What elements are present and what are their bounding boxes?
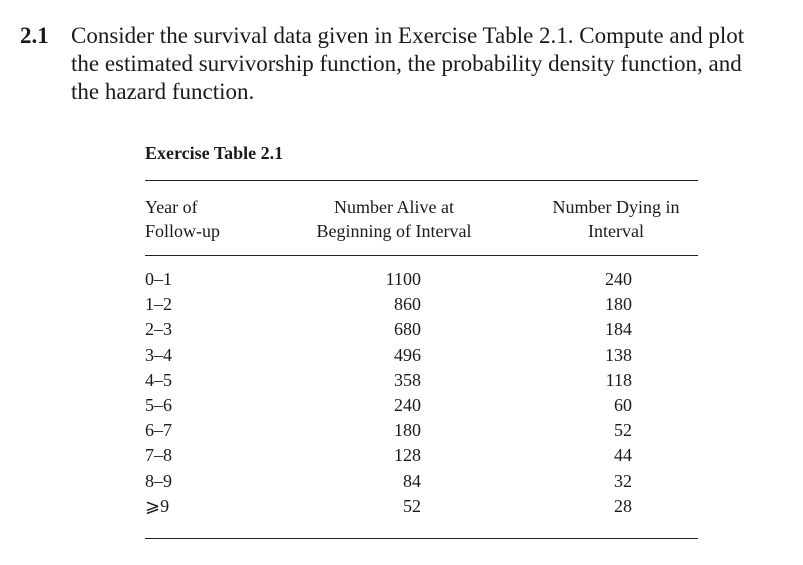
header-alive-line: Number Alive at — [334, 197, 454, 217]
cell-year: 7–8 — [145, 445, 172, 466]
exercise-number: 2.1 — [20, 23, 49, 48]
table-row — [145, 418, 698, 443]
header-dying — [534, 195, 698, 243]
table-row — [145, 343, 698, 368]
cell-year: 1–2 — [145, 294, 172, 315]
cell-alive: 84 — [403, 470, 421, 491]
table-top-rule — [145, 180, 698, 181]
table-row — [145, 368, 698, 393]
table-row — [145, 443, 698, 468]
cell-alive: 1100 — [385, 269, 421, 289]
header-alive — [296, 195, 492, 243]
cell-dying: 118 — [605, 369, 632, 390]
cell-dying: 44 — [614, 445, 632, 466]
cell-alive: 860 — [394, 294, 421, 315]
cell-alive: 52 — [403, 495, 421, 516]
table-row — [145, 469, 698, 494]
table-row — [145, 267, 698, 292]
cell-dying: 180 — [605, 294, 632, 315]
exercise-line: the estimated survivorship function, the probability density function, and — [71, 51, 742, 76]
table-row — [145, 494, 698, 519]
cell-year: 2–3 — [145, 319, 172, 340]
cell-year: 6–7 — [145, 420, 172, 441]
cell-dying: 32 — [614, 470, 632, 491]
cell-dying: 184 — [605, 319, 632, 340]
table-bottom-rule — [145, 538, 698, 539]
table-title: Exercise Table 2.1 — [145, 143, 284, 163]
cell-year: 0–1 — [145, 269, 172, 289]
cell-alive: 180 — [394, 420, 421, 441]
cell-dying: 28 — [614, 495, 632, 516]
cell-alive: 680 — [394, 319, 421, 340]
header-year — [145, 195, 220, 243]
cell-year: ⩾9 — [145, 495, 170, 516]
exercise-text — [71, 22, 791, 106]
table-row — [145, 292, 698, 317]
cell-dying: 240 — [605, 269, 632, 289]
header-alive-line: Beginning of Interval — [316, 221, 472, 241]
table-header-rule — [145, 255, 698, 256]
header-dying-line: Number Dying in — [552, 197, 680, 217]
header-year-line: Year of — [145, 197, 198, 217]
cell-alive: 128 — [394, 445, 421, 466]
cell-alive: 358 — [394, 369, 421, 390]
cell-dying: 60 — [614, 394, 632, 415]
table-row — [145, 317, 698, 342]
cell-year: 8–9 — [145, 470, 172, 491]
cell-year: 5–6 — [145, 394, 172, 415]
cell-alive: 496 — [394, 344, 421, 365]
header-year-line: Follow-up — [145, 221, 221, 241]
cell-alive: 240 — [394, 394, 421, 415]
exercise-line: Consider the survival data given in Exercise Table 2.1. Compute and plot — [71, 23, 745, 48]
cell-dying: 138 — [605, 344, 632, 365]
cell-year: 4–5 — [145, 369, 172, 390]
exercise-line: the hazard function. — [71, 79, 255, 104]
cell-dying: 52 — [614, 420, 632, 441]
header-dying-line: Interval — [588, 221, 644, 241]
table-row — [145, 393, 698, 418]
cell-year: 3–4 — [145, 344, 172, 365]
table-body — [145, 267, 698, 519]
